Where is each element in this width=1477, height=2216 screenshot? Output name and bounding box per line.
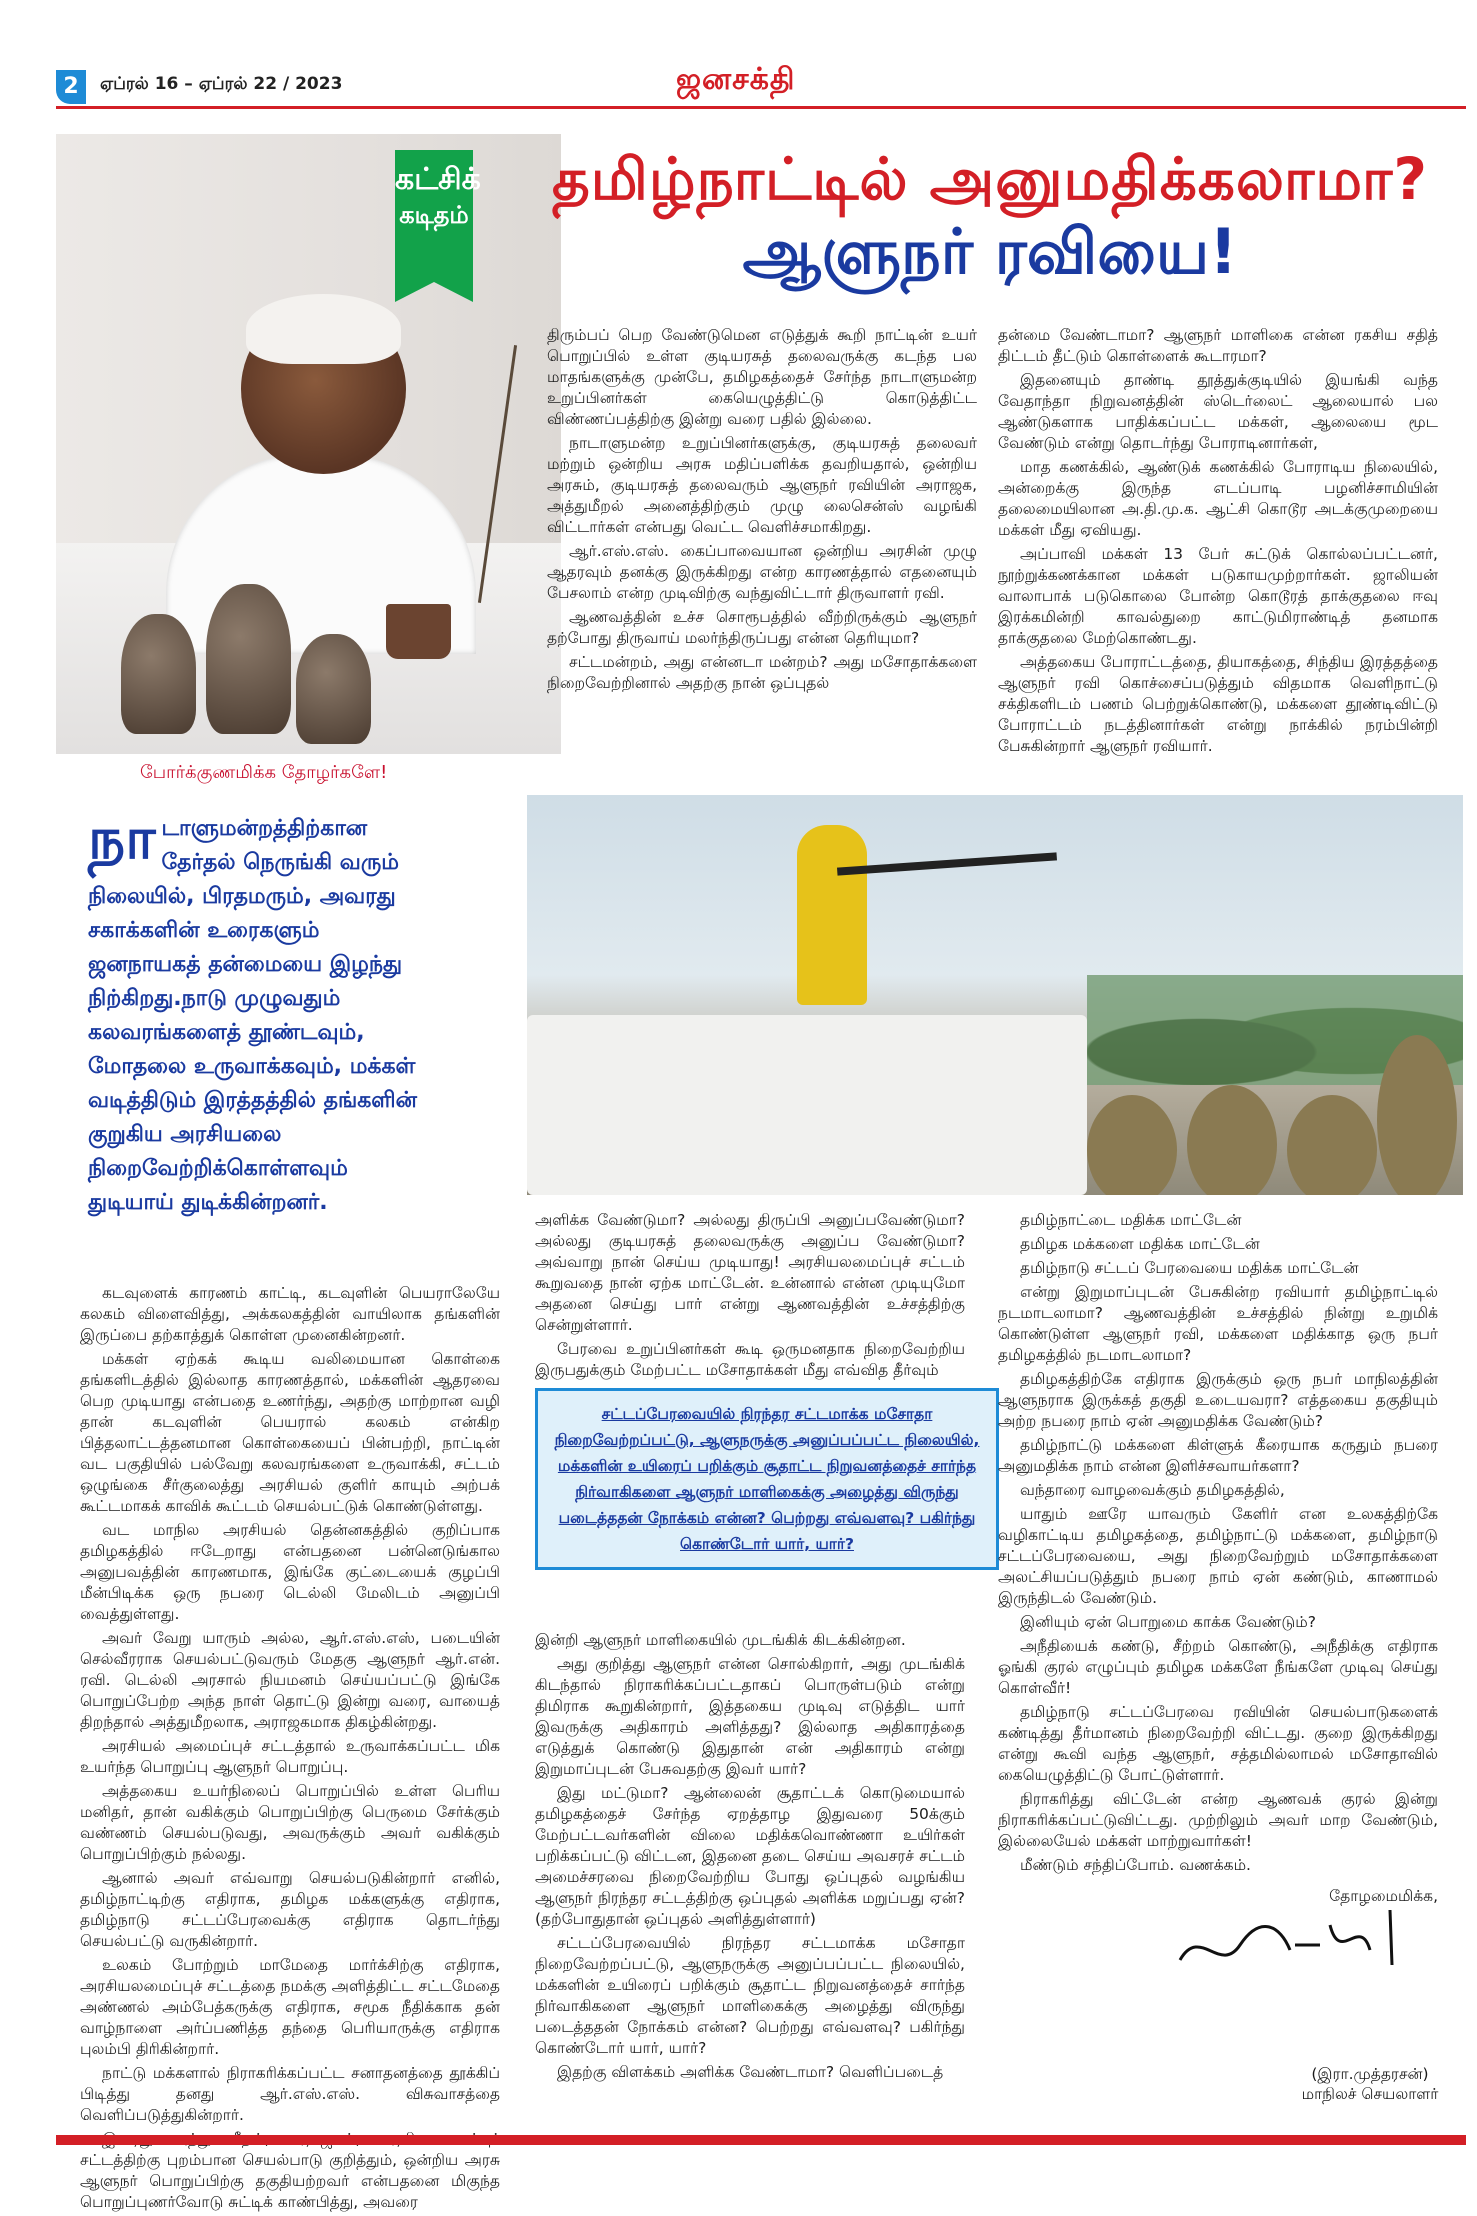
photo-rifle: [837, 852, 1057, 875]
page-header: [56, 62, 1466, 102]
mug: [386, 604, 451, 659]
paragraph: தமிழ்நாட்டு மக்களை கிள்ளுக் கீரையாக கருதும் நபரை அனுமதிக்க நாம் என்ன இளிச்சவாயர்களா?: [998, 1436, 1438, 1475]
paragraph: இதனையும் தாண்டி தூத்துக்குடியில் இயங்கி வந்த வேதாந்தா நிறுவனத்தின் ஸ்டெர்லைட் ஆலையால் பல ஆண்டுகளாக பாதிக்கப்பட்ட மக்கள், ஆலையை மூட வேண்டும் என்று தொடர்ந்து போராடினார்கள்,: [998, 371, 1438, 452]
paragraph: அநீதியைக் கண்டு, சீற்றம் கொண்டு, அநீதிக்கு எதிராக ஓங்கி குரல் எழுப்பும் தமிழக மக்களே நீங்களே முடிவு செய்து கொள்வீர்!: [998, 1637, 1438, 1697]
paragraph: தமிழகத்திற்கே எதிராக இருக்கும் ஒரு நபர் மாநிலத்தின் ஆளுநராக இருக்கத் தகுதி உடையவரா? எத்தகைய தகுதியும் அற்ற நபரை நாம் ஏன் அனுமதிக்க வேண்டும்?: [998, 1370, 1438, 1430]
paragraph: ஆனால் அவர் எவ்வாறு செயல்படுகின்றார் எனில், தமிழ்நாட்டிற்கு எதிராக, தமிழக மக்களுக்கு எதிராக, தமிழ்நாடு சட்டப்பேரவைக்கு எதிராக தொடர்ந்து செயல்பட்டு வருகின்றார்.: [80, 1869, 500, 1950]
paragraph: திரும்பப் பெற வேண்டுமென எடுத்துக் கூறி நாட்டின் உயர் பொறுப்பில் உள்ள குடியரசுத் தலைவருக்கு கடந்த பல மாதங்களுக்கு முன்பே, தமிழகத்தைச் சேர்ந்த நாடாளுமன்ற உறுப்பினர்கள் கையெழுத்திட்டு கொடுத்திட்ட விண்ணப்பத்திற்கு இன்று வரை பதில் இல்லை.: [547, 326, 977, 428]
signoff-closing: தோழமைமிக்க,: [1329, 1887, 1438, 1905]
paragraph: தமிழக மக்களை மதிக்க மாட்டேன்: [1020, 1235, 1260, 1253]
headline-line1: தமிழ்நாட்டில் அனுமதிக்கலாமா?: [552, 145, 1428, 213]
photo-caption: போர்க்குணமிக்க தோழர்களே!: [140, 762, 388, 783]
paragraph: ஆர்.எஸ்.எஸ். கைப்பாவையான ஒன்றிய அரசின் முழு ஆதரவும் தனக்கு இருக்கிறது என்ற காரணத்தால் எதனையும் பேசலாம் என்ற முடிவிற்கு வந்துவிட்டார் திருவாளர் ரவி.: [547, 542, 977, 602]
paragraph: சட்டமன்றம், அது என்னடா மன்றம்? அது மசோதாக்களை நிறைவேற்றினால் அதற்கு நான் ஒப்புதல்: [547, 653, 977, 692]
paragraph: அப்பாவி மக்கள் 13 பேர் சுட்டுக் கொல்லப்பட்டனர், நூற்றுக்கணக்கான மக்கள் படுகாயமுற்றார்கள். ஜாலியன் வாலாபாக் படுகொலை போன்ற கொடூரத் தாக்குதலை ஈவு இரக்கமின்றி காவல்துறை காட்டுமிராண்டித் தனமாக தாக்குதலை மேற்கொண்டது.: [998, 545, 1438, 647]
paragraph: ஆணவத்தின் உச்ச சொரூபத்தில் வீற்றிருக்கும் ஆளுநர் தற்போது திருவாய் மலர்ந்திருப்பது என்ன தெரியுமா?: [547, 608, 977, 647]
bust-statue: [206, 584, 291, 734]
masthead: ஜனசக்தி: [676, 62, 796, 97]
paragraph: அரசியல் அமைப்புச் சட்டத்தால் உருவாக்கப்பட்ட மிக உயர்ந்த பொறுப்பு ஆளுநர் பொறுப்பு.: [80, 1737, 500, 1776]
column-tag-line2: கடிதம்: [399, 201, 469, 229]
signature-graphic: [1170, 1905, 1430, 1985]
column-right-top: [998, 325, 1438, 760]
paragraph: அத்தகைய உயர்நிலைப் பொறுப்பில் உள்ள பெரிய மனிதர், தான் வகிக்கும் பொறுப்பிற்கு பெருமை சேர்க்கும் வண்ணம் செயல்படுவது, அவருக்கும் அவர் வகிக்கும் பொறுப்பிற்கும் நல்லது.: [80, 1782, 500, 1863]
paragraph: சட்டப்பேரவையில் நிரந்தர சட்டமாக்க மசோதா நிறைவேற்றப்பட்டு, ஆளுநருக்கு அனுப்பப்பட்ட நிலையில், மக்களின் உயிரைப் பறிக்கும் சூதாட்ட நிறுவனத்தைச் சார்ந்த நிர்வாகிகளை ஆளுநர் மாளிகைக்கு அழைத்து விருந்து படைத்ததன் நோக்கம் என்ன? பெற்றது எவ்வளவு? பகிர்ந்து கொண்டோர் யார், யார்?: [535, 1934, 965, 2057]
protest-photo: [527, 795, 1463, 1195]
paragraph: அது குறித்து ஆளுநர் என்ன சொல்கிறார், அது முடங்கிக் கிடந்தால் நிராகரிக்கப்பட்டதாகப் பொருள்படும் என்று திமிராக கூறுகின்றார், இத்தகைய முடிவு எடுத்திட யார் இவருக்கு அதிகாரம் அளித்தது? இல்லாத அதிகாரத்தை எடுத்துக் கொண்டு இதுதான் என் அதிகாரம் என்று இறுமாப்புடன் பேசுவதற்கு இவர் யார்?: [535, 1655, 965, 1778]
paragraph: தமிழ்நாடு சட்டப் பேரவையை மதிக்க மாட்டேன்: [1020, 1259, 1359, 1277]
bust-statue: [121, 614, 196, 734]
paragraph: அளிக்க வேண்டுமா? அல்லது திருப்பி அனுப்பவேண்டுமா? அல்லது குடியரசுத் தலைவருக்கு அனுப்ப வேண்டுமா? அவ்வாறு நான் செய்ய முடியாது! அரசியலமைப்புச் சட்டம் கூறுவதை நான் ஏற்க மாட்டேன். உன்னால் என்ன முடியுமோ அதனை செய்து பார் என்று ஆணவத்தின் உச்சத்திற்கு சென்றுள்ளார்.: [535, 1211, 965, 1334]
author-photo: [56, 134, 561, 754]
paragraph: அவர் வேறு யாரும் அல்ல, ஆர்.எஸ்.எஸ், படையின் செல்வீரராக செயல்பட்டுவரும் மேதகு ஆளுநர் ஆர்.என். ரவி. டெல்லி அரசால் நியமனம் செய்யப்பட்டு இங்கே பொறுப்பேற்ற அந்த நாள் தொட்டு இன்று வரை, வாயைத் திறந்தால் அத்துமீறலாக, அராஜகமாக திகழ்கின்றது.: [80, 1629, 500, 1731]
headline-line2: ஆளுநர் ரவியை!: [742, 215, 1238, 288]
photo-police: [1287, 1095, 1377, 1195]
column-middle-top: [547, 325, 977, 697]
paragraph: மக்கள் ஏற்கக் கூடிய வலிமையான கொள்கை தங்களிடத்தில் இல்லாத காரணத்தால், மக்களின் ஆதரவை பெற முடியாது என்பதை உணர்ந்து, அதற்கு மாற்றான வழி தான் கடவுளின் பெயரால் கலகம் என்கிற பித்தலாட்டத்தனமான கொள்கையைப் பின்பற்றி, நாட்டின் வட பகுதியில் பல்வேறு கலவரங்களை உருவாக்கி, சட்டம் ஒழுங்கை சீர்குலைத்து அரசியல் குளிர் காயும் அற்பக் கூட்டமாகக் காவிக் கூட்டம் செயல்பட்டுக் கொண்டுள்ளது.: [80, 1350, 500, 1515]
pull-quote-text: சட்டப்பேரவையில் நிரந்தர சட்டமாக்க மசோதா நிறைவேற்றப்பட்டு, ஆளுநருக்கு அனுப்பப்பட்ட நிலையில், மக்களின் உயிரைப் பறிக்கும் சூதாட்ட நிறுவனத்தைச் சார்ந்த நிர்வாகிகளை ஆளுநர் மாளிகைக்கு அழைத்து விருந்து படைத்ததன் நோக்கம் என்ன? பெற்றது எவ்வளவு? பகிர்ந்து கொண்டோர் யார், யார்?: [554, 1405, 980, 1553]
paragraph: மாத கணக்கில், ஆண்டுக் கணக்கில் போராடிய நிலையில், அன்றைக்கு இருந்த எடப்பாடி பழனிச்சாமியின் தலைமையிலான அ.தி.மு.க. ஆட்சி கொடூர அடக்குமுறையை மக்கள் மீது ஏவியது.: [998, 458, 1438, 539]
paragraph: சட்டத்திற்கு புறம்பான செயல்பாடு குறித்தும், ஒன்றிய அரசு ஆளுநர் பொறுப்பிற்கு தகுதியற்றவர் என்பதனை மிகுந்த பொறுப்புணர்வோடு சுட்டிக் காண்பித்து, அவரை: [80, 2151, 500, 2211]
photo-shooter: [797, 825, 867, 1005]
signoff-block: [1300, 2065, 1440, 2105]
paragraph: என்று இறுமாப்புடன் பேசுகின்ற ரவியார் தமிழ்நாட்டில் நடமாடலாமா? ஆணவத்தின் உச்சத்தில் நின்று உறுமிக் கொண்டுள்ள ஆளுநர் ரவி, மக்களை மதிக்காத ஒரு நபர் தமிழகத்தில் நடமாடலாமா?: [998, 1283, 1438, 1364]
paragraph: மீண்டும் சந்திப்போம். வணக்கம்.: [1020, 1856, 1251, 1874]
paragraph: கடவுளைக் காரணம் காட்டி, கடவுளின் பெயராலேயே கலகம் விளைவித்து, அக்கலகத்தின் வாயிலாக தங்களின் இருப்பை தற்காத்துக் கொள்ள முனைகின்றனர்.: [80, 1284, 500, 1344]
photo-truck: [527, 1015, 1087, 1195]
paragraph: யாதும் ஊரே யாவரும் கேளிர் என உலகத்திற்கே வழிகாட்டிய தமிழகத்தை, தமிழ்நாட்டு மக்களை, தமிழ்நாடு சட்டப்பேரவையை, அது நிறைவேற்றும் மசோதாக்களை அலட்சியப்படுத்தும் நபரை நாம் ஏன் கண்டும், காணாமல் இருந்திடல் வேண்டும்.: [998, 1505, 1438, 1607]
photo-police: [1377, 1035, 1457, 1195]
paragraph: வந்தாரை வாழவைக்கும் தமிழகத்தில்,: [1020, 1481, 1285, 1499]
footer-rule: [56, 2135, 1466, 2145]
pull-quote-box: [535, 1388, 999, 1570]
intro-paragraph: [88, 804, 433, 1220]
paragraph: இனியும் ஏன் பொறுமை காக்க வேண்டும்?: [1020, 1613, 1316, 1631]
paragraph: பேரவை உறுப்பினர்கள் கூடி ஒருமனதாக நிறைவேற்றிய இருபதுக்கும் மேற்பட்ட மசோதாக்கள் மீது எவ்வித தீர்வும்: [535, 1340, 965, 1379]
photo-police: [1087, 1095, 1177, 1195]
signature: [1170, 1905, 1430, 1985]
paragraph: உலகம் போற்றும் மாமேதை மார்க்சிற்கு எதிராக, அரசியலமைப்புச் சட்டத்தை நமக்கு அளித்திட்ட சட்டமேதை அண்ணல் அம்பேத்கருக்கு எதிராக, சமூக நீதிக்காக தன் வாழ்நாளை அர்ப்பணித்த தந்தை பெரியாருக்கு எதிராக புலம்பி திரிகின்றார்.: [80, 1956, 500, 2058]
column-tag: [395, 150, 481, 282]
paragraph: இதற்கு விளக்கம் அளிக்க வேண்டாமா? வெளிப்படைத்: [557, 2063, 944, 2081]
column-right-bottom: [998, 1210, 1438, 1910]
bust-statue: [296, 634, 371, 744]
paragraph: வட மாநில அரசியல் தென்னகத்தில் குறிப்பாக தமிழகத்தில் ஈடேறாது என்பதனை பன்னெடுங்கால அனுபவத்தின் காரணமாக, இங்கே குட்டையைக் குழப்பி மீன்பிடிக்க ஒரு நபரை டெல்லி மேலிடம் அனுப்பி வைத்துள்ளது.: [80, 1521, 500, 1623]
paragraph: இது மட்டுமா? ஆன்லைன் சூதாட்டக் கொடுமையால் தமிழகத்தைச் சேர்ந்த ஏறத்தாழ இதுவரை 50க்கும் மேற்பட்டவர்களின் விலை மதிக்கவொண்ணா உயிர்கள் பறிக்கப்பட்டு விட்டன, இதனை தடை செய்ய அவசரச் சட்டம் அமைச்சரவை நிறைவேற்றிய போது ஒப்புதல் வழங்கிய ஆளுநர் நிரந்தர சட்டத்திற்கு ஒப்புதல் அளிக்க மறுப்பது ஏன்? (தற்போதுதான் ஒப்புதல் அளித்துள்ளார்): [535, 1784, 965, 1928]
paragraph: இன்றி ஆளுநர் மாளிகையில் முடங்கிக் கிடக்கின்றன.: [535, 1631, 906, 1649]
signoff-name: (இரா.முத்தரசன்): [1311, 2065, 1429, 2083]
paragraph: தமிழ்நாடு சட்டப்பேரவை ரவியின் செயல்பாடுகளைக் கண்டித்து தீர்மானம் நிறைவேற்றி விட்டது. குறை இருக்கிறது என்று கூவி வந்த ஆளுநர், சத்தமில்லாமல் மசோதாவில் கையெழுத்திட்டு போட்டுள்ளார்.: [998, 1703, 1438, 1784]
issue-date: ஏப்ரல் 16 – ஏப்ரல் 22 / 2023: [100, 74, 343, 94]
paragraph: நாடாளுமன்ற உறுப்பினர்களுக்கு, குடியரசுத் தலைவர் மற்றும் ஒன்றிய அரசு மதிப்பளிக்க தவறியதால், ஒன்றிய அரசும், குடியரசுத் தலைவரும் ஆளுநர் ரவியின் அராஜக, அத்துமீறல் அனைத்திற்கும் முழு லைசென்ஸ் வழங்கி விட்டார்கள் என்பது வெட்ட வெளிச்சமாகிறது.: [547, 434, 977, 536]
paragraph: நிராகரித்து விட்டேன் என்ற ஆணவக் குரல் இன்று நிராகரிக்கப்பட்டுவிட்டது. முற்றிலும் அவர் மாற வேண்டும், இல்லையேல் மக்கள் மாற்றுவார்கள்!: [998, 1790, 1438, 1850]
paragraph: தன்மை வேண்டாமா? ஆளுநர் மாளிகை என்ன ரகசிய சதித் திட்டம் தீட்டும் கொள்ளைக் கூடாரமா?: [998, 326, 1438, 365]
header-rule: [56, 106, 1466, 109]
paragraph: நாட்டு மக்களால் நிராகரிக்கப்பட்ட சனாதனத்தை தூக்கிப் பிடித்து தனது ஆர்.எஸ்.எஸ். விசுவாசத்தை வெளிப்படுத்துகின்றார்.: [80, 2064, 500, 2124]
page-number: 2: [56, 70, 86, 104]
column-middle-bottom-b: [535, 1630, 965, 2086]
person-hair: [246, 294, 401, 364]
column-middle-bottom-a: [535, 1210, 965, 1384]
column-tag-line1: கட்சிக்: [395, 162, 481, 197]
column-left-bottom: [80, 1283, 500, 2216]
photo-police: [1187, 1085, 1277, 1195]
intro-text: டாளுமன்றத்திற்கான தேர்தல் நெருங்கி வரும் நிலையில், பிரதமரும், அவரது சகாக்களின் உரைகளும் ஜனநாயகத் தன்மையை இழந்து நிற்கிறது.நாடு முழுவதும் கலவரங்களைத் தூண்டவும், மோதலை உருவாக்கவும், மக்கள் வடித்திடும் இரத்தத்தில் தங்களின் குறுகிய அரசியலை நிறைவேற்றிக்கொள்ளவும் துடியாய் துடிக்கின்றனர்.: [88, 816, 417, 1215]
paragraph: அத்தகைய போராட்டத்தை, தியாகத்தை, சிந்திய இரத்தத்தை ஆளுநர் ரவி கொச்சைப்படுத்தும் விதமாக வெளிநாட்டு சக்திகளிடம் பணம் பெற்றுக்கொண்டு, மக்களை தூண்டிவிட்டு போராட்டம் நடத்தினார்கள் என்று நாக்கில் நரம்பின்றி பேசுகின்றார் ஆளுநர் ரவியார்.: [998, 653, 1438, 755]
drop-cap: நா: [88, 804, 156, 872]
signoff-title: மாநிலச் செயலாளர்: [1301, 2085, 1439, 2103]
paragraph: தமிழ்நாட்டை மதிக்க மாட்டேன்: [1020, 1211, 1242, 1229]
